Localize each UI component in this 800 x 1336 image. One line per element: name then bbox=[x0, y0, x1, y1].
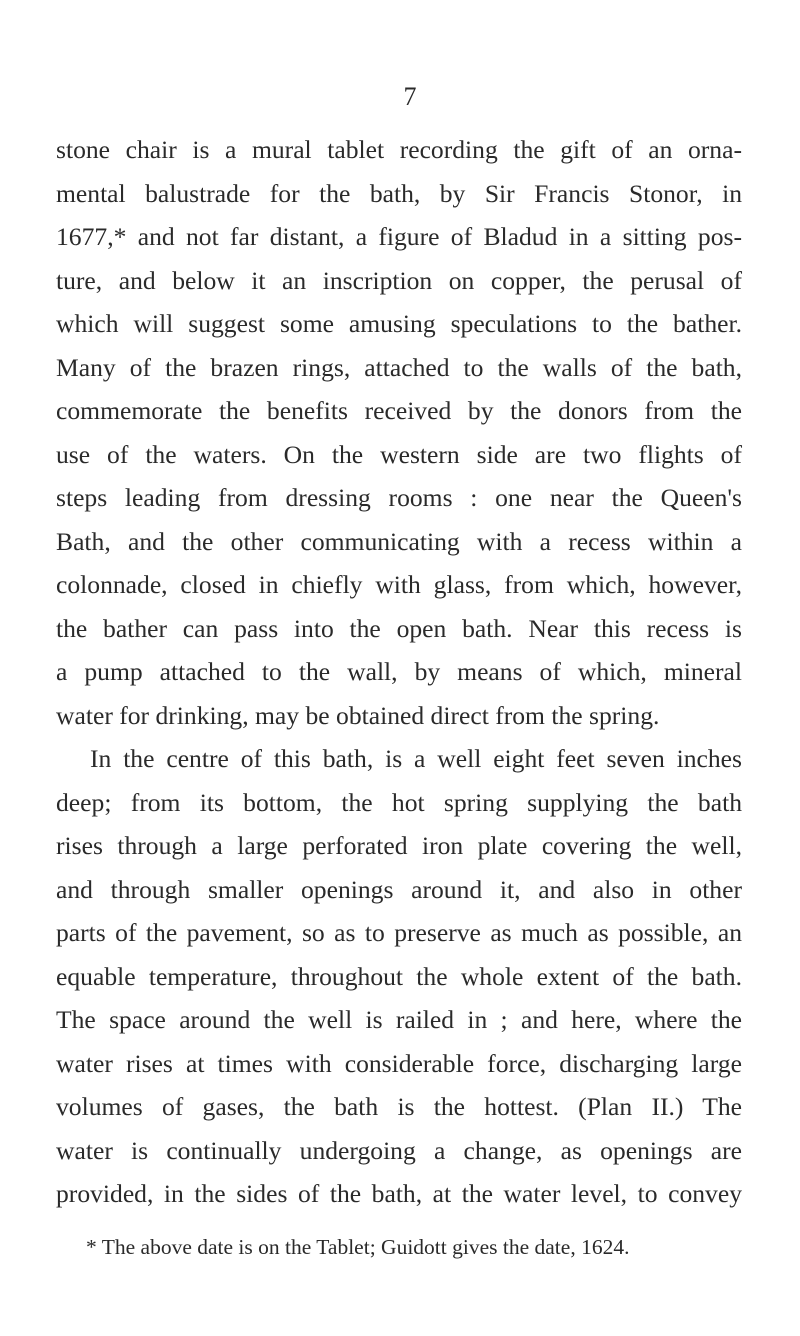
text-line: deep; from its bottom, the hot spring supplying the bath bbox=[56, 787, 742, 817]
body-text bbox=[56, 128, 742, 1216]
text-line: provided, in the sides of the bath, at the water level, to convey bbox=[56, 1179, 742, 1208]
text-line: steps leading from dressing rooms : one near the Queen's bbox=[56, 483, 742, 512]
text-line: Bath, and the other communicating with a recess within a bbox=[56, 526, 742, 556]
text-line: equable temperature, throughout the whole extent of the bath. bbox=[56, 961, 742, 991]
text-line: a pump attached to the wall, by means of which, mineral bbox=[56, 657, 742, 686]
text-line: and through smaller openings around it, and also in other bbox=[56, 874, 742, 904]
text-line: use of the waters. On the western side are two flights of bbox=[56, 439, 742, 469]
text-line: 1677,* and not far distant, a figure of Bladud in a sitting pos- bbox=[56, 222, 742, 251]
text-line: In the centre of this bath, is a well eight feet seven inches bbox=[90, 744, 742, 773]
text-line: water is continually undergoing a change, as openings are bbox=[56, 1135, 742, 1165]
text-line: the bather can pass into the open bath. Near this recess is bbox=[56, 613, 742, 643]
text-line: commemorate the benefits received by the donors from the bbox=[56, 396, 742, 425]
text-line: stone chair is a mural tablet recording the gift of an orna- bbox=[56, 135, 742, 164]
text-line: colonnade, closed in chiefly with glass, from which, however, bbox=[56, 570, 742, 599]
text-line: mental balustrade for the bath, by Sir Francis Stonor, in bbox=[56, 178, 742, 208]
footnote: * The above date is on the Tablet; Guidott gives the date, 1624. bbox=[86, 1235, 630, 1259]
text-line: Many of the brazen rings, attached to the walls of the bath, bbox=[56, 352, 742, 382]
text-line: ture, and below it an inscription on copper, the perusal of bbox=[56, 265, 742, 295]
text-line: parts of the pavement, so as to preserve as much as possible, an bbox=[56, 918, 742, 947]
text-line: The space around the well is railed in ; and here, where the bbox=[56, 1005, 742, 1034]
text-line: water for drinking, may be obtained direct from the spring. bbox=[56, 700, 660, 730]
text-line: volumes of gases, the bath is the hottest. (Plan II.) The bbox=[56, 1092, 742, 1121]
page-number: 7 bbox=[403, 82, 417, 111]
text-line: which will suggest some amusing speculations to the bather. bbox=[56, 309, 742, 338]
text-line: water rises at times with considerable force, discharging large bbox=[56, 1048, 742, 1078]
text-line: rises through a large perforated iron plate covering the well, bbox=[56, 831, 742, 860]
